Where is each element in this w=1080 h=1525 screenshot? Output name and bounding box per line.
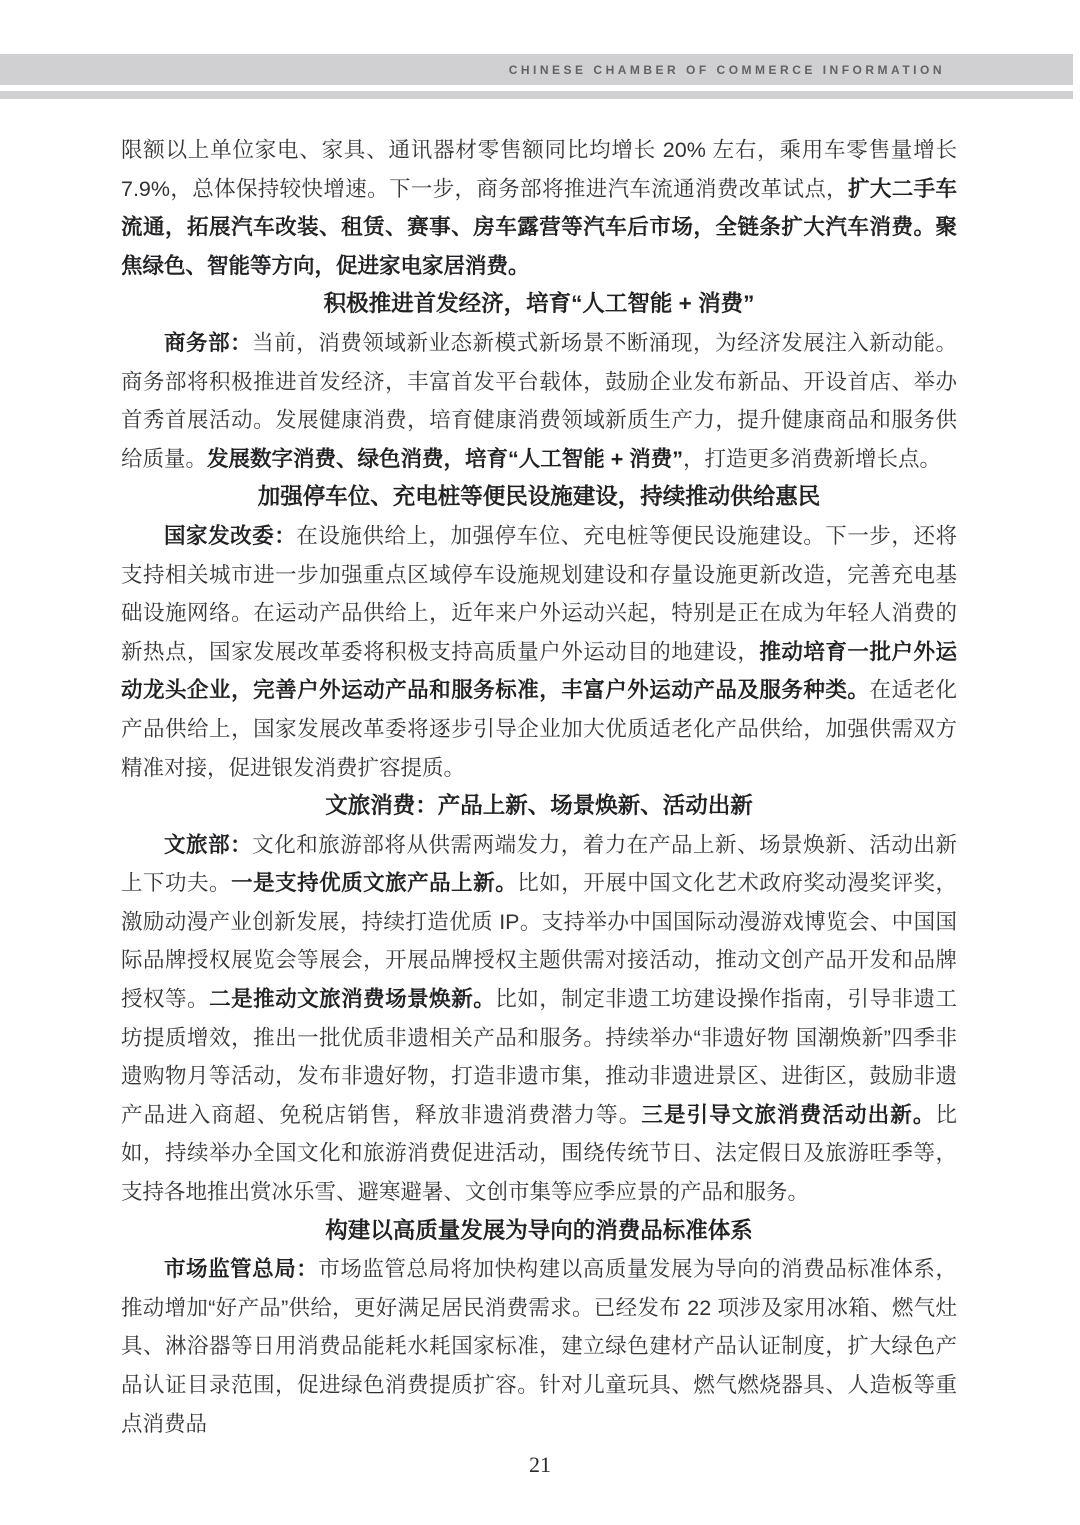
- text-run: 市场监管总局将加快构建以高质量发展为导向的消费品标准体系，推动增加“好产品”供给，更好满足居民消费需求。已经发布 22 项涉及家用冰箱、燃气灶具、淋浴器等日用消费品能耗水耗国家标准，建立绿色建材产品认证制度，扩大绿色产品认证目录范围，促进绿色消费提质扩容。针对儿童玩具、燃气燃烧器具、人造板等重点消费品: [121, 1257, 957, 1436]
- section-heading: 加强停车位、充电桩等便民设施建设，持续推动供给惠民: [257, 484, 821, 510]
- text-run: 推动培育一批户外运动龙头企业，完善户外运动产品和服务标准，丰富户外运动产品及服务种类。: [121, 639, 957, 703]
- header-accent-bar: [0, 91, 1073, 99]
- body-paragraph: [121, 517, 957, 787]
- section-heading: 积极推进首发经济，培育“人工智能 + 消费”: [323, 291, 755, 317]
- section-heading: 文旅消费：产品上新、场景焕新、活动出新: [325, 793, 753, 819]
- text-run: 当前，消费领域新业态新模式新场景不断涌现，为经济发展注入新动能。商务部将积极推进首发经济，丰富首发平台载体，鼓励企业发布新品、开设首店、举办首秀首展活动。发展健康消费，培育健康消费领域新质生产力，提升健康商品和服务供给质量。: [121, 330, 957, 471]
- text-run: 比如，持续举办全国文化和旅游消费促进活动，围绕传统节日、法定假日及旅游旺季等，支持各地推出赏冰乐雪、避寒避暑、文创市集等应季应景的产品和服务。: [121, 1102, 957, 1205]
- text-run: 发展数字消费、绿色消费，培育“人工智能 + 消费”: [207, 446, 684, 471]
- text-run: 市场监管总局：: [164, 1257, 319, 1282]
- text-run: 商务部：: [164, 330, 253, 355]
- text-run: 比如，开展中国文化艺术政府奖动漫奖评奖，激励动漫产业创新发展，持续打造优质 IP。支持举办中国国际动漫游戏博览会、中国国际品牌授权展览会等展会，开展品牌授权主题供需对接活动，推动文创产品开发和品牌授权等。: [121, 871, 957, 1012]
- header-title: CHINESE CHAMBER OF COMMERCE INFORMATION: [508, 62, 945, 77]
- text-run: 文化和旅游部将从供需两端发力，着力在产品上新、场景焕新、活动出新上下功夫。: [121, 832, 957, 896]
- body-paragraph: [121, 324, 957, 478]
- section-heading: 构建以高质量发展为导向的消费品标准体系: [325, 1217, 753, 1243]
- text-run: 三是引导文旅消费活动出新。: [641, 1102, 936, 1127]
- body-paragraph: [121, 1250, 957, 1443]
- text-run: 文旅部：: [164, 832, 253, 857]
- text-run: 二是推动文旅消费场景焕新。: [209, 987, 496, 1012]
- text-run: 扩大二手车流通，拓展汽车改装、租赁、赛事、房车露营等汽车后市场，全链条扩大汽车消费。聚焦绿色、智能等方向，促进家电家居消费。: [121, 176, 957, 278]
- text-run: 比如，制定非遗工坊建设操作指南，引导非遗工坊提质增效，推出一批优质非遗相关产品和服务。持续举办“非遗好物 国潮焕新”四季非遗购物月等活动，发布非遗好物，打造非遗市集，推动非遗进景区、进街区，鼓励非遗产品进入商超、免税店销售，释放非遗消费潜力等。: [121, 987, 957, 1127]
- document-body: [121, 131, 957, 1443]
- page-number: 21: [529, 1452, 551, 1477]
- text-run: ，打造更多消费新增长点。: [683, 446, 942, 471]
- text-run: 一是支持优质文旅产品上新。: [231, 871, 518, 896]
- page-header-bar: [0, 54, 1073, 85]
- text-run: 在设施供给上，加强停车位、充电桩等便民设施建设。下一步，还将支持相关城市进一步加强重点区域停车设施规划建设和存量设施更新改造，完善充电基础设施网络。在运动产品供给上，近年来户外运动兴起，特别是正在成为年轻人消费的新热点，国家发展改革委将积极支持高质量户外运动目的地建设，: [121, 523, 957, 664]
- text-run: 国家发改委：: [164, 523, 297, 548]
- body-paragraph: [121, 826, 957, 1212]
- body-paragraph: [121, 131, 957, 285]
- page-footer: [0, 1452, 1080, 1478]
- text-run: 在适老化产品供给上，国家发展改革委将逐步引导企业加大优质适老化产品供给，加强供需双方精准对接，促进银发消费扩容提质。: [121, 678, 957, 780]
- text-run: 限额以上单位家电、家具、通讯器材零售额同比均增长 20% 左右，乘用车零售量增长 7.9%，总体保持较快增速。下一步，商务部将推进汽车流通消费改革试点，: [121, 138, 957, 201]
